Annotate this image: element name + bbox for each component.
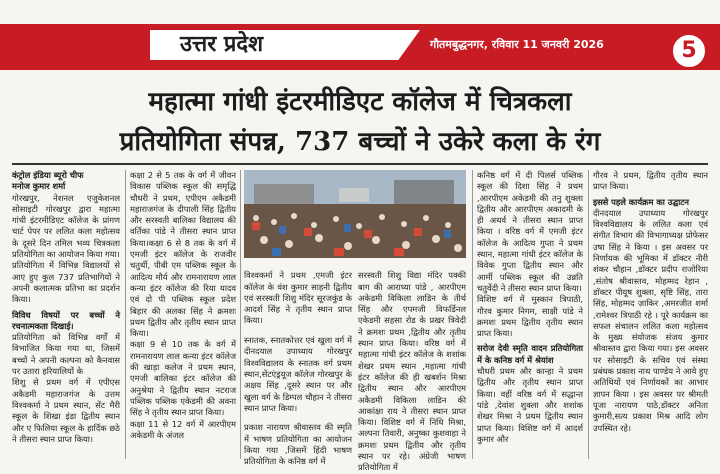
column-divider bbox=[588, 170, 589, 459]
paragraph: शिशु से प्रथम वर्ग में एपीएस अकैडमी महाराजगंज के उत्तम विश्वकर्मा ने प्रथम स्थान, सेंट मैरी स्कूल के शिखा इंडा द्वितीय स्थान और ए फिलिया स्कूल के हार्दिक छठे ने तीसरा स्थान प्राप्त किया। bbox=[12, 377, 120, 444]
article-column-5 bbox=[477, 170, 583, 459]
headline-rule bbox=[12, 163, 708, 165]
headline-line-2: प्रतियोगिता संपन्न, 737 बच्चों ने उकेरे कला के रंग bbox=[119, 127, 601, 157]
paragraph: प्रतियोगिता में विभिन्न विद्यालयों से आए हुए कुल 737 प्रतिभागियों ने अपनी कलात्मक प्रतिभा का प्रदर्शन किया। bbox=[12, 260, 120, 305]
page-number-badge: 5 bbox=[670, 32, 708, 70]
article-column-1 bbox=[12, 170, 120, 459]
section-title: उत्तर प्रदेश bbox=[180, 32, 264, 57]
event-photo bbox=[244, 170, 466, 258]
crowd-scene-image bbox=[244, 170, 466, 258]
article-column-3 bbox=[244, 262, 352, 467]
article-column-2 bbox=[130, 170, 236, 459]
column-divider bbox=[472, 170, 473, 459]
paragraph: दीनदयाल उपाध्याय गोरखपुर विश्वविद्यालय के ललित कला एवं संगीत विभाग की विभागाध्यक्ष प्रोफेसर उषा सिंह ने किया । इस अवसर पर निर्णायक की भूमिका में डॉक्टर नीरी शंकर चौहान ,डॉक्टर प्रदीप राजोरिया ,संतोष श्रीवास्तव, मोहम्मद रेहान , डॉक्टर पीयूष शुक्ला, सृष्टि सिंह, तारा सिंह, मोहम्मद ज़ाकिर ,अमरजीत शर्मा ,रामेश्वर त्रिपाठी रहे । पूरे कार्यक्रम का सफल संचालन ललित कला महोत्सव के मुख्य संयोजक संजय कुमार श्रीवास्तव द्वारा किया गया। इस अवसर पर सोसाइटी के सचिव एवं संस्था प्रबंधक प्रकाश नाथ पाण्डेय ने आये हुए अतिथियों एवं निर्णायकों का आभार ज्ञापन किया । इस अवसर पर श्रीमती पूजा नारायण पाठे,डॉक्टर अनिता कुमारी,सत्य प्रकाश मिश्र आदि लोग उपस्थित रहे। bbox=[593, 207, 708, 433]
column-divider bbox=[240, 170, 241, 459]
column-divider bbox=[125, 170, 126, 459]
paragraph: कक्षा 9 से 10 तक के वर्ग में रामनारायण लाल कन्या इंटर कॉलेज की खाड़ा कलेज ने प्रथम स्थान, एमजी बालिका इंटर कॉलेज की अनुश्रेया ने द्वितीय स्थान नटराज पब्लिक पब्लिक एकेडमी की अवना सिंह ने तृतीय स्थान प्राप्त किया। bbox=[130, 339, 236, 418]
paragraph: गोरखपुर, नेशनल एजुकेशनल सोसाइटी गोरखपुर द्वारा महात्मा गांधी इंटरमीडिएट कॉलेज के प्रांगण चार्ट पेपर पर ललित कला महोत्सव के दूसरे दिन तमिल भव्य चित्रकला प्रतियोगिता का आयोजन किया गया। bbox=[12, 192, 120, 260]
paragraph: गौरव ने प्रथम, द्वितीय तृतीय स्थान प्राप्त किया। bbox=[593, 170, 708, 192]
article-column-4 bbox=[358, 262, 466, 473]
paragraph: कक्षा 2 से 5 तक के वर्ग में जीवन विकास पब्लिक स्कूल की समृद्धि चौधरी ने प्रथम, एपीएम अकैडमी महाराजगंज के दीपाली सिंह द्वितीय और सरस्वती बालिका विद्यालय की वर्तिका पांडे ने तीसरा स्थान प्राप्त किया।कक्षा 6 से 8 तक के वर्ग में एमजी इंटर कॉलेज के राजवीर चतुर्थी, पीबी एम पब्लिक स्कूल के आदित्य मौर्य और रामनारायण लाल कन्या इंटर कॉलेज की रिया यादव एवं दो पी पब्लिक स्कूल प्रदेश बिहार की अलका सिंह ने क्रमशः प्रथम द्वितीय और तृतीय स्थान प्राप्त किया। bbox=[130, 170, 236, 339]
paragraph: विश्वकर्मा ने प्रथम ,एमजी इंटर कॉलेज के वंश कुमार साहनी द्वितीय एवं सरस्वती शिशु मंदिर सूरजकुंड के आदर्श सिंह ने तृतीय स्थान प्राप्त किया। bbox=[244, 270, 352, 326]
paragraph: विशिष्ट वर्ग में मुस्कान त्रिपाठी, गौरव कुमार निगम, साक्षी पांडे ने क्रमशः प्रथम द्वितीय तृतीय स्थान प्राप्त किया। bbox=[477, 294, 583, 339]
headline-line-1: महात्मा गांधी इंटरमीडिएट कॉलेज में चित्रकला bbox=[148, 87, 572, 117]
paragraph: प्रकाश नारायण श्रीवास्तव की स्मृति में भाषण प्रतियोगिता का आयोजन किया गया ,जिसमें हिंदी भाषण प्रतियोगिता के कनिष्ठ वर्ग में bbox=[244, 422, 352, 467]
paragraph: प्रतियोगिता को विभिन्न वर्गों में विभाजित किया गया था, जिसमें बच्चों ने अपनी कल्पना को कैनवास पर उतारा हरियालियों के bbox=[12, 332, 120, 377]
paragraph: कक्षा 11 से 12 वर्ग में आरपीएम अकेडमी के अंजल bbox=[130, 418, 236, 440]
article-column-6 bbox=[593, 170, 708, 459]
byline-bureau: कंट्रोल इंडिया ब्यूरो चीफ bbox=[12, 170, 84, 180]
dateline: गौतमबुद्धनगर, रविवार 11 जनवरी 2026 bbox=[430, 38, 604, 51]
subheading: इससे पहले कार्यक्रम का उद्घाटन bbox=[593, 196, 690, 207]
paragraph: चौधरी प्रथम और कान्हा ने प्रथम द्वितीय और तृतीय स्थान प्राप्त किया। वहीं वरिष्ठ वर्ग में सद्धान्त पांडे ,देवांश शुक्ला और शशांक शेखर मिश्रा ने प्रथम द्वितीय स्थान प्राप्त किया। विशिष्ट वर्ग में आदर्श कुमार और bbox=[477, 366, 583, 444]
paragraph: स्नातक, स्नातकोत्तर एवं खुला वर्ग में दीनदयाल उपाध्याय गोरखपुर विश्वविद्यालय के स्नातक वर्ग प्रथम स्थान,सेंटएंड्रयूज कॉलेज गोरखपुर के अक्षय सिंह ,दूसरे स्थान पर और खुला वर्ग के डिम्पल चौहान ने तीसरा स्थान प्राप्त किया। bbox=[244, 335, 352, 413]
subheading: विविध विषयों पर बच्चों ने रचनात्मकता दिखाई। bbox=[12, 309, 120, 331]
subheading: सरोज देवी स्मृति वादन प्रतियोगिता में के कनिष्ठ वर्ग में श्रेयांश bbox=[477, 343, 583, 365]
paragraph: कनिष्ठ वर्ग में दी पिलर्स पब्लिक स्कूल की दिशा सिंह ने प्रथम ,आरपीएम अकेडमी की तनु शुक्ला द्वितीय और आरपीएम अकादमी के ही अथर्व ने तीसरा स्थान प्राप्त किया । वरिष्ठ वर्ग में एमजी इंटर कॉलेज के आदित्य गुप्ता ने प्रथम स्थान, महात्मा गांधी इंटर कॉलेज के विवेक गुप्ता द्वितीय स्थान और आर्मी पब्लिक स्कूल की उन्नति चतुर्वेदी ने तीसरा स्थान प्राप्त किया। bbox=[477, 170, 583, 293]
paragraph: सरस्वती शिशु विद्या मंदिर पक्की बाग की आराध्या पांडे , आरपीएम अकेडमी विकिला लाडिन के तीर्थ सिंह और एपमजी विफर्डिनल एकेडमी सहसा रोड के प्रखर त्रिवेदी ने क्रमशः प्रथम ,द्वितीय और तृतीय स्थान प्राप्त किया। वरिष्ठ वर्ग में महात्मा गांधी इंटर कॉलेज के शशांक शेखर प्रथम स्थान ,महात्मा गांधी इंटर कॉलेज की ही खबर्शन मिश्रा द्वितीय स्थान और आरपीएम अकैडमी विकिला लाडिन की आकांक्षा राय ने तीसरा स्थान प्राप्त किया। विशिष्ट वर्ग में निधि मिश्रा, अल्पना तिवारी, अनुष्का कुशवाहा ने क्रमशः प्रथम द्वितीय और तृतीय स्थान पर रहे। अंग्रेजी भाषण प्रतियोगिता में bbox=[358, 270, 466, 473]
byline-name: मनोज कुमार शर्मा bbox=[12, 181, 66, 192]
headline bbox=[12, 82, 708, 162]
